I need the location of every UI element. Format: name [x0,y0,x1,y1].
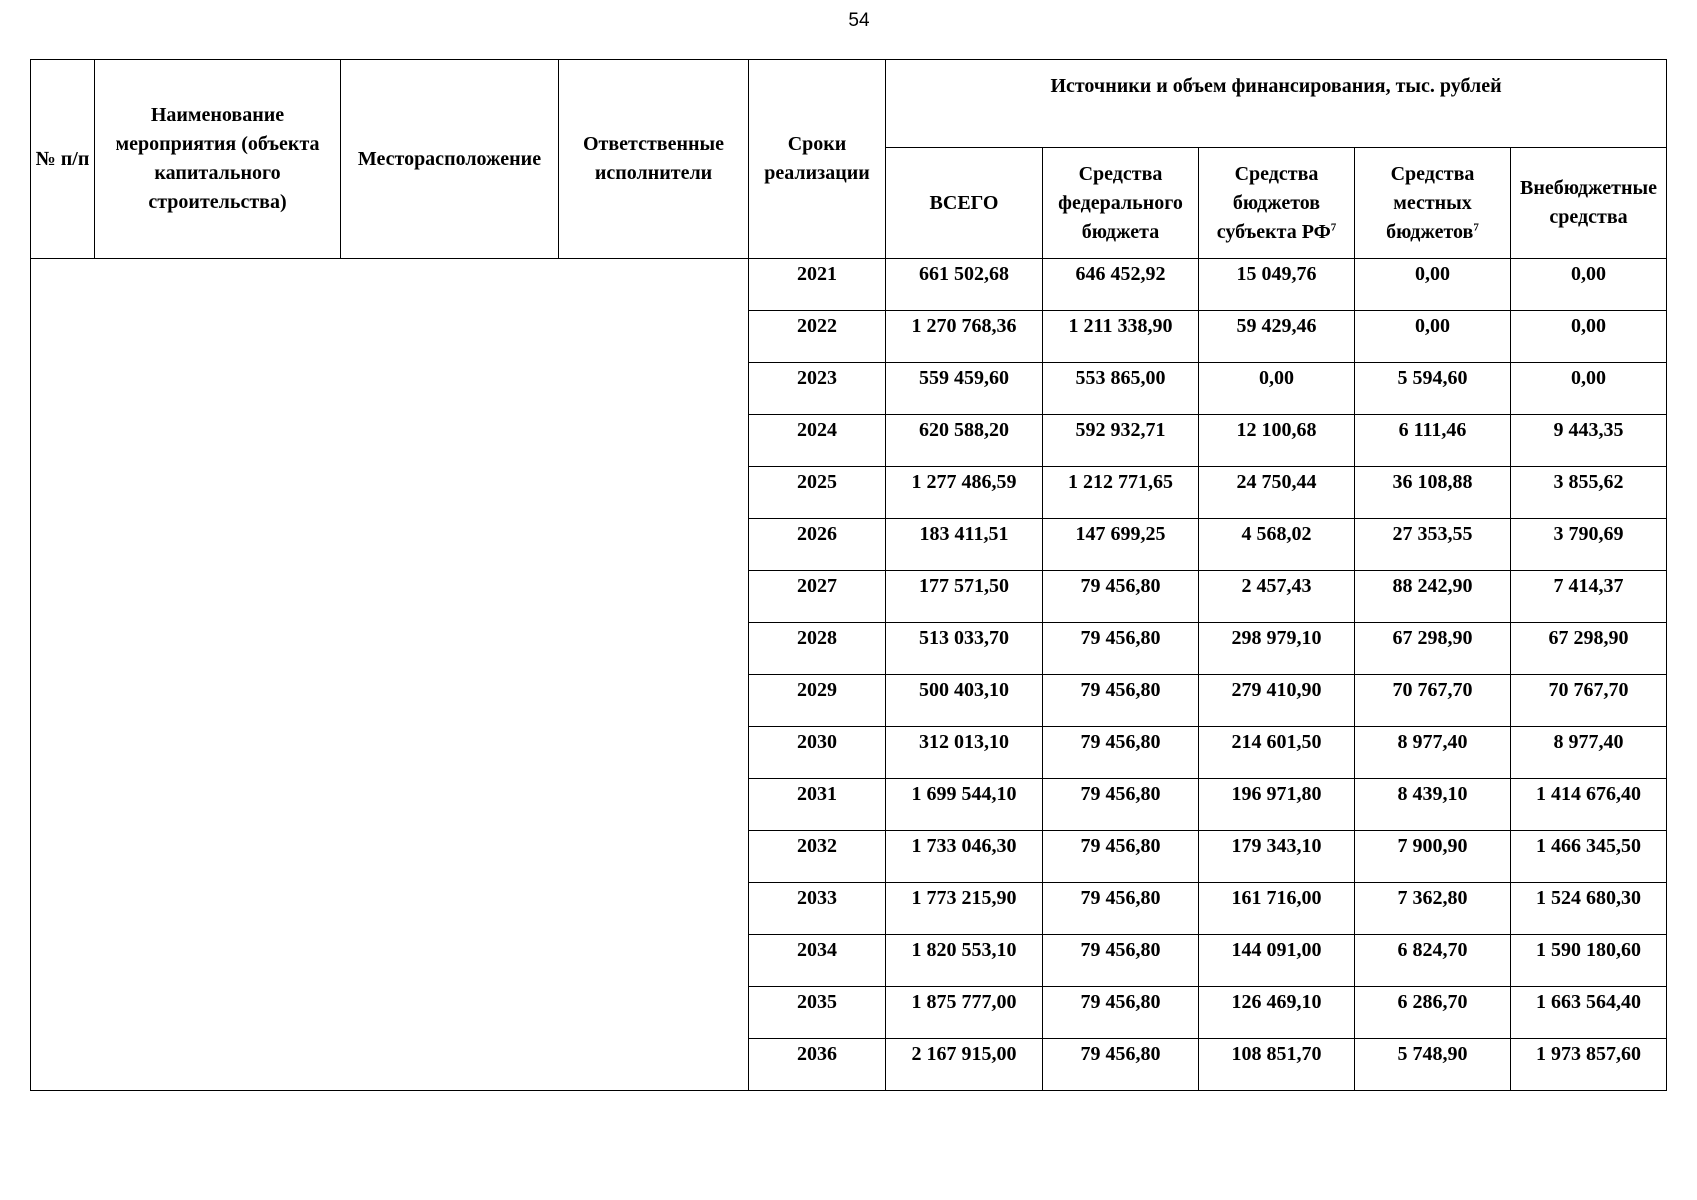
cell-total: 620 588,20 [886,415,1043,467]
cell-federal: 1 211 338,90 [1043,311,1199,363]
cell-extrabudgetary: 1 973 857,60 [1511,1039,1667,1091]
cell-year: 2028 [749,623,886,675]
cell-extrabudgetary: 1 466 345,50 [1511,831,1667,883]
page-number: 54 [848,10,870,31]
cell-total: 1 277 486,59 [886,467,1043,519]
cell-year: 2026 [749,519,886,571]
cell-regional: 161 716,00 [1199,883,1355,935]
cell-total: 1 270 768,36 [886,311,1043,363]
cell-regional: 15 049,76 [1199,259,1355,311]
cell-total: 1 820 553,10 [886,935,1043,987]
cell-federal: 147 699,25 [1043,519,1199,571]
cell-local: 0,00 [1355,259,1511,311]
cell-local: 7 900,90 [1355,831,1511,883]
cell-total: 183 411,51 [886,519,1043,571]
cell-year: 2025 [749,467,886,519]
cell-regional: 0,00 [1199,363,1355,415]
cell-extrabudgetary: 0,00 [1511,259,1667,311]
cell-local: 0,00 [1355,311,1511,363]
table-header-row [31,60,1667,148]
header-funding-sources: Источники и объем финансирования, тыс. рублей [886,60,1667,148]
cell-local: 7 362,80 [1355,883,1511,935]
cell-local: 5 748,90 [1355,1039,1511,1091]
cell-federal: 592 932,71 [1043,415,1199,467]
cell-year: 2021 [749,259,886,311]
cell-year: 2023 [749,363,886,415]
funding-table [30,59,1667,1091]
header-period: Сроки реализации [749,60,886,259]
cell-extrabudgetary: 3 790,69 [1511,519,1667,571]
cell-federal: 79 456,80 [1043,1039,1199,1091]
cell-regional: 144 091,00 [1199,935,1355,987]
cell-year: 2035 [749,987,886,1039]
header-location: Месторасположение [341,60,559,259]
cell-extrabudgetary: 0,00 [1511,311,1667,363]
cell-federal: 79 456,80 [1043,779,1199,831]
cell-local: 6 286,70 [1355,987,1511,1039]
footnote-marker: 7 [1473,220,1479,233]
cell-year: 2030 [749,727,886,779]
cell-local: 6 111,46 [1355,415,1511,467]
footnote-marker: 7 [1330,220,1337,233]
cell-federal: 79 456,80 [1043,987,1199,1039]
header-total: ВСЕГО [886,148,1043,259]
cell-total: 513 033,70 [886,623,1043,675]
cell-extrabudgetary: 9 443,35 [1511,415,1667,467]
cell-local: 70 767,70 [1355,675,1511,727]
cell-extrabudgetary: 8 977,40 [1511,727,1667,779]
cell-year: 2036 [749,1039,886,1091]
cell-extrabudgetary: 3 855,62 [1511,467,1667,519]
cell-regional: 179 343,10 [1199,831,1355,883]
cell-extrabudgetary: 67 298,90 [1511,623,1667,675]
header-local-label: Средства местных бюджетов [1386,162,1475,243]
cell-extrabudgetary: 70 767,70 [1511,675,1667,727]
cell-federal: 79 456,80 [1043,623,1199,675]
cell-year: 2029 [749,675,886,727]
cell-regional: 126 469,10 [1199,987,1355,1039]
cell-regional: 298 979,10 [1199,623,1355,675]
cell-year: 2022 [749,311,886,363]
cell-extrabudgetary: 7 414,37 [1511,571,1667,623]
cell-local: 27 353,55 [1355,519,1511,571]
table-body [31,259,1667,1091]
header-number: № п/п [31,60,95,259]
cell-local: 8 977,40 [1355,727,1511,779]
cell-local: 88 242,90 [1355,571,1511,623]
cell-total: 1 773 215,90 [886,883,1043,935]
cell-regional: 196 971,80 [1199,779,1355,831]
cell-regional: 59 429,46 [1199,311,1355,363]
cell-local: 6 824,70 [1355,935,1511,987]
cell-federal: 553 865,00 [1043,363,1199,415]
header-regional-label: Средства бюджетов субъекта РФ [1216,162,1331,243]
cell-extrabudgetary: 1 663 564,40 [1511,987,1667,1039]
cell-extrabudgetary: 1 524 680,30 [1511,883,1667,935]
cell-federal: 79 456,80 [1043,675,1199,727]
header-local [1355,148,1511,259]
cell-extrabudgetary: 1 414 676,40 [1511,779,1667,831]
header-federal: Средства федерального бюджета [1043,148,1199,259]
cell-year: 2032 [749,831,886,883]
cell-total: 177 571,50 [886,571,1043,623]
cell-regional: 4 568,02 [1199,519,1355,571]
cell-year: 2031 [749,779,886,831]
cell-local: 36 108,88 [1355,467,1511,519]
cell-federal: 79 456,80 [1043,883,1199,935]
cell-regional: 2 457,43 [1199,571,1355,623]
cell-total: 312 013,10 [886,727,1043,779]
cell-federal: 79 456,80 [1043,935,1199,987]
header-extrabudgetary: Внебюджетные средства [1511,148,1667,259]
cell-total: 661 502,68 [886,259,1043,311]
cell-total: 1 733 046,30 [886,831,1043,883]
cell-federal: 79 456,80 [1043,831,1199,883]
cell-regional: 214 601,50 [1199,727,1355,779]
header-regional [1199,148,1355,259]
cell-total: 500 403,10 [886,675,1043,727]
cell-year: 2034 [749,935,886,987]
header-event-name: Наименование мероприятия (объекта капитального строительства) [95,60,341,259]
cell-federal: 79 456,80 [1043,727,1199,779]
cell-total: 1 875 777,00 [886,987,1043,1039]
cell-total: 2 167 915,00 [886,1039,1043,1091]
cell-federal: 79 456,80 [1043,571,1199,623]
cell-federal: 646 452,92 [1043,259,1199,311]
cell-year: 2024 [749,415,886,467]
cell-regional: 12 100,68 [1199,415,1355,467]
table-row [31,259,1667,311]
cell-federal: 1 212 771,65 [1043,467,1199,519]
cell-regional: 279 410,90 [1199,675,1355,727]
cell-year: 2033 [749,883,886,935]
cell-regional: 24 750,44 [1199,467,1355,519]
header-responsible: Ответственные исполнители [559,60,749,259]
merged-blank-cell [31,259,749,1091]
cell-total: 559 459,60 [886,363,1043,415]
cell-extrabudgetary: 0,00 [1511,363,1667,415]
cell-year: 2027 [749,571,886,623]
cell-local: 8 439,10 [1355,779,1511,831]
cell-regional: 108 851,70 [1199,1039,1355,1091]
cell-total: 1 699 544,10 [886,779,1043,831]
cell-local: 5 594,60 [1355,363,1511,415]
cell-extrabudgetary: 1 590 180,60 [1511,935,1667,987]
cell-local: 67 298,90 [1355,623,1511,675]
